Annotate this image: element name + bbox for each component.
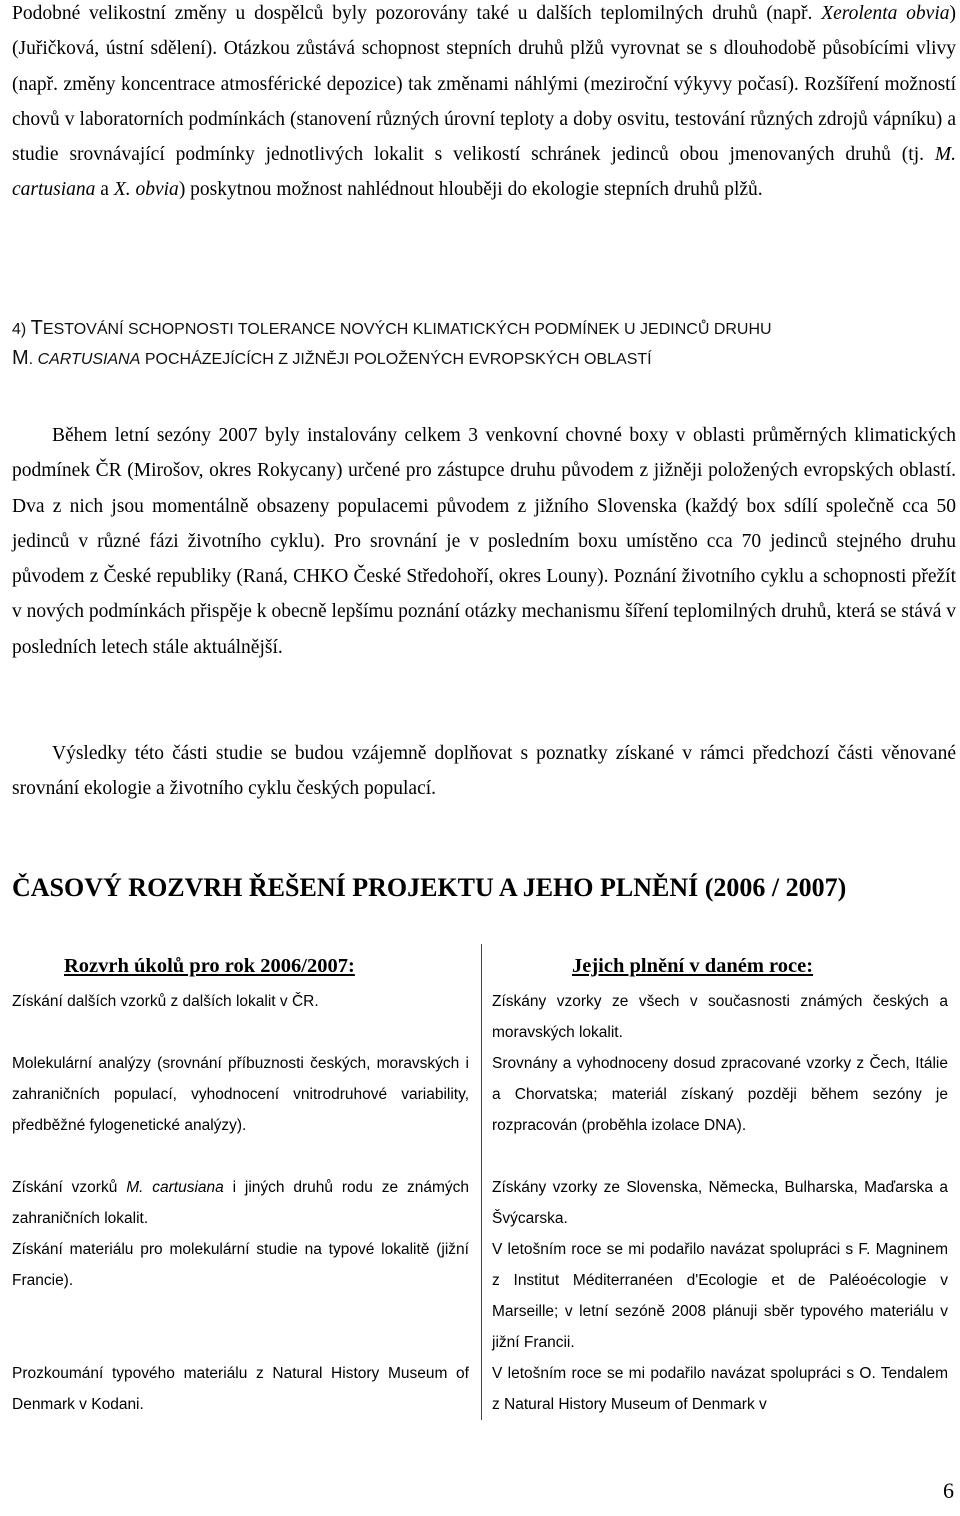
table-cell-fulfilment: Srovnány a vyhodnoceny dosud zpracované vzorky z Čech, Itálie a Chorvatska; materiál získaný později během sezóny je rozpracován (proběhla izolace DNA). xyxy=(492,1055,948,1134)
table-cell-plan: Získání vzorků M. cartusiana i jiných druhů rodu ze známých zahraničních lokalit. xyxy=(12,1179,470,1227)
table-cell-plan: Získání materiálu pro molekulární studie na typové lokalitě (jižní Francie). xyxy=(12,1241,469,1289)
table-cell-plan: Získání dalších vzorků z dalších lokalit v ČR. xyxy=(12,993,319,1010)
table-cell-fulfilment: Získány vzorky ze Slovenska, Německa, Bulharska, Maďarska a Švýcarska. xyxy=(492,1179,948,1227)
table-cell-fulfilment: V letošním roce se mi podařilo navázat spolupráci s F. Magninem z Institut Méditerranéen d'Ecologie et de Paléoécologie v Marseille; v letní sezóně 2008 plánuji sběr typového materiálu v jižní Francii. xyxy=(492,1241,948,1351)
table-cell-fulfilment: V letošním roce se mi podařilo navázat spolupráci s O. Tendalem z Natural History Museum of Denmark v xyxy=(492,1365,948,1413)
paragraph-results: Výsledky této části studie se budou vzájemně doplňovat s poznatky získané v rámci předchozí části věnované srovnání ekologie a životního cyklu českých populací. xyxy=(12,743,956,800)
paragraph-boxes: Během letní sezóny 2007 byly instalovány celkem 3 venkovní chovné boxy v oblasti průměrných klimatických podmínek ČR (Mirošov, okres Rokycany) určené pro zástupce druhu původem z jižněji položených evropských oblastí. Dva z nich jsou momentálně obsazeny populacemi původem z jižního Slovenska (každý box sdílí společně cca 50 jedinců v různé fázi životního cyklu). Pro srovnání je v posledním boxu umístěno cca 70 jedinců stejného druhu původem z České republiky (Raná, CHKO České Středohoří, okres Louny). Poznání životního cyklu a schopnosti přežít v nových podmínkách přispěje k obecně lepšímu poznání otázky mechanismu šíření teplomilných druhů, která se stává v posledních letech stále aktuálnější. xyxy=(12,425,956,658)
table-cell-fulfilment: Získány vzorky ze všech v současnosti známých českých a moravských lokalit. xyxy=(492,993,948,1041)
section-4-heading: 4) TESTOVÁNÍ SCHOPNOSTI TOLERANCE NOVÝCH KLIMATICKÝCH PODMÍNEK U JEDINCŮ DRUHU M. CARTUSIANA POCHÁZEJÍCÍCH Z JIŽNĚJI POLOŽENÝCH EVROPSKÝCH OBLASTÍ xyxy=(12,317,772,369)
table-cell-plan: Molekulární analýzy (srovnání příbuznosti českých, moravských i zahraničních populací, vyhodnocení vnitrodruhové variability, předběžné fylogenetické analýzy). xyxy=(12,1055,469,1134)
table-header-plan: Rozvrh úkolů pro rok 2006/2007: xyxy=(64,955,355,977)
schedule-table xyxy=(12,944,956,1420)
page-number: 6 xyxy=(943,1478,954,1503)
schedule-heading: ČASOVÝ ROZVRH ŘEŠENÍ PROJEKTU A JEHO PLNĚNÍ (2006 / 2007) xyxy=(12,873,847,902)
column-divider xyxy=(481,944,482,1420)
paragraph-ecology: Podobné velikostní změny u dospělců byly pozorovány také u dalších teplomilných druhů (např. Xerolenta obvia) (Juřičková, ústní sdělení). Otázkou zůstává schopnost stepních druhů plžů vyrovnat se s dlouhodobě působícími vlivy (např. změny koncentrace atmosférické depozice) tak změnami náhlými (meziroční výkyvy počasí). Rozšíření možností chovů v laboratorních podmínkách (stanovení různých úrovní teploty a doby osvitu, testování různých zdrojů vápníku) a studie srovnávající podmínky jednotlivých lokalit s velikostí schránek jedinců obou jmenovaných druhů (tj. M. cartusiana a X. obvia) poskytnou možnost nahlédnout hlouběji do ekologie stepních druhů plžů. xyxy=(12,3,956,201)
table-header-fulfilment: Jejich plnění v daném roce: xyxy=(572,955,814,977)
table-cell-plan: Prozkoumání typového materiálu z Natural History Museum of Denmark v Kodani. xyxy=(12,1365,469,1413)
